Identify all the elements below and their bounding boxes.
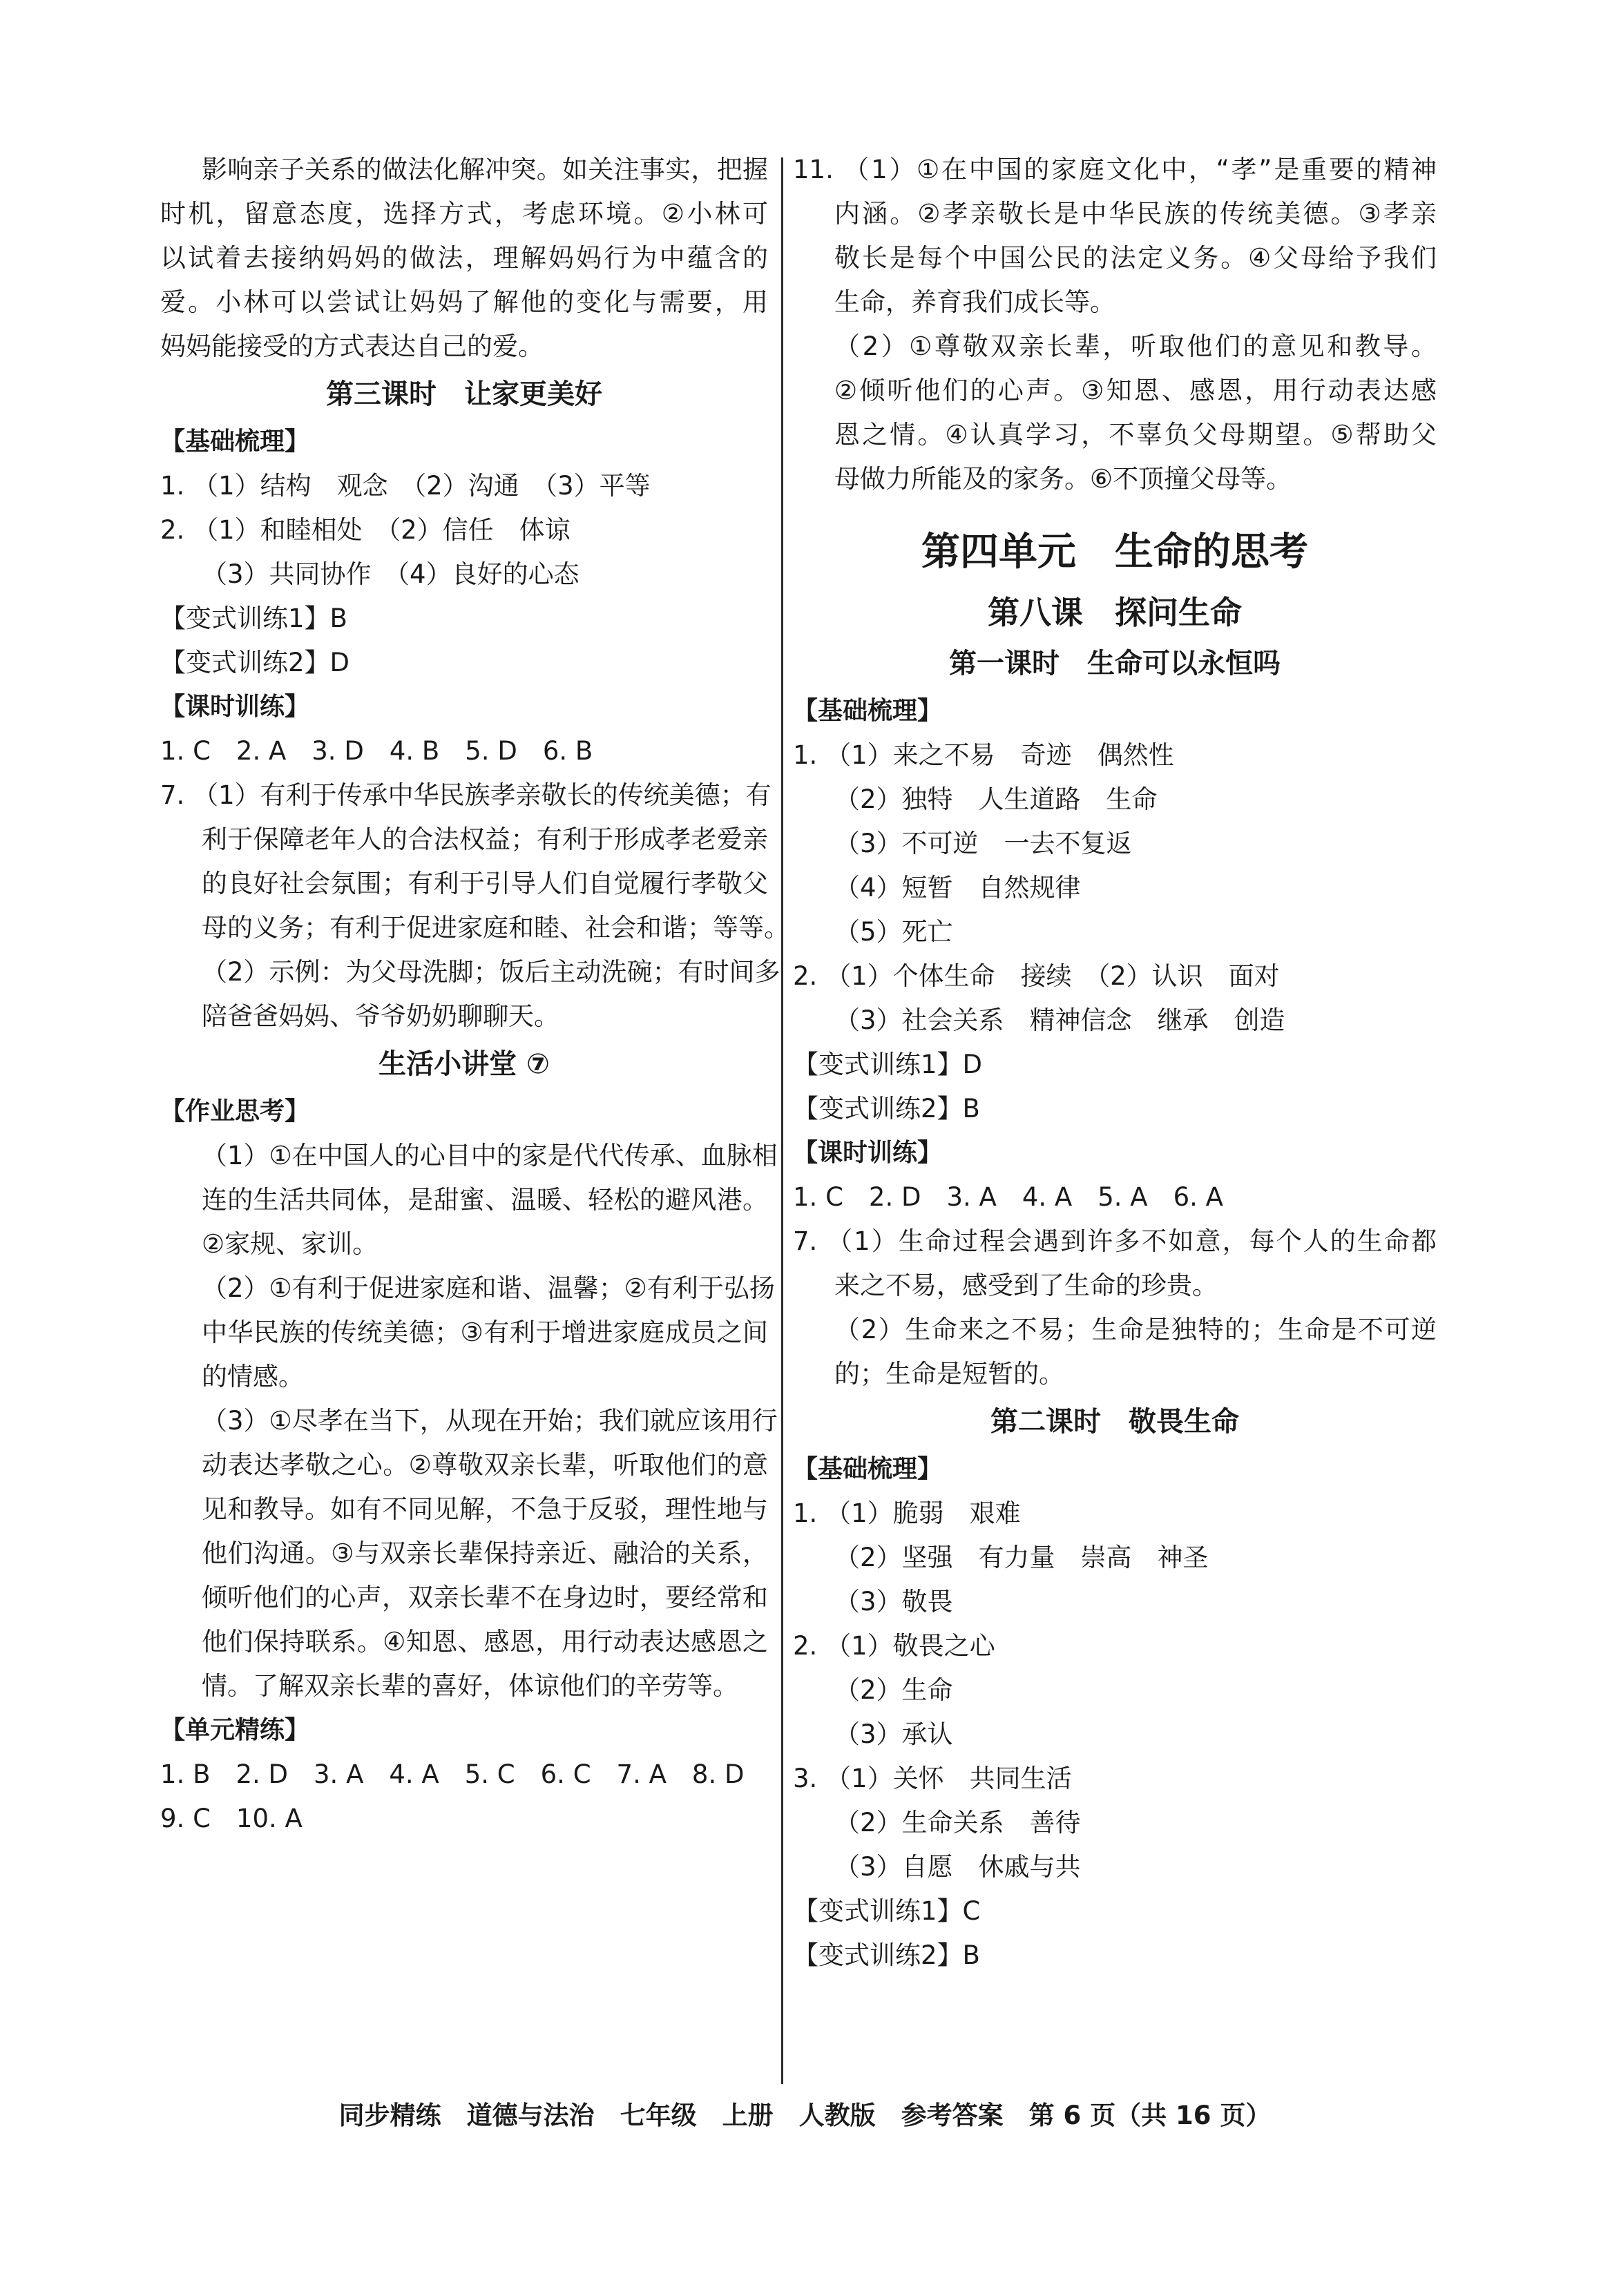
answer-line: 陪爸爸妈妈、爷爷奶奶聊聊天。 (202, 1001, 559, 1031)
left-column (160, 148, 789, 1841)
answer-line: 敬长是每个中国公民的法定义务。④父母给予我们 (834, 243, 1437, 273)
answer-line: 母的义务；有利于促进家庭和睦、社会和谐；等等。 (202, 913, 789, 943)
answer-line: 3. （1）关怀 共同生活 (793, 1764, 1072, 1793)
intro-line: 以试着去接纳妈妈的做法，理解妈妈行为中蕴含的 (160, 243, 768, 273)
section-label-keshi: 【课时训练】 (793, 1139, 943, 1167)
answer-line: （3）自愿 休戚与共 (834, 1852, 1081, 1882)
section-label-jichu: 【基础梳理】 (793, 697, 943, 725)
answer-line: 情。了解双亲长辈的喜好，体谅他们的辛劳等。 (202, 1671, 738, 1701)
answer-line: 1. （1）来之不易 奇迹 偶然性 (793, 740, 1174, 770)
k1-title: 第一课时 生命可以永恒吗 (949, 648, 1281, 679)
answer-line: 的良好社会氛围；有利于引导人们自觉履行孝敬父 (202, 869, 768, 898)
answer-line: ②倾听他们的心声。③知恩、感恩，用行动表达感 (834, 376, 1437, 405)
unit-title: 第四单元 生命的思考 (921, 530, 1308, 575)
answer-line: 1. C 2. D 3. A 4. A 5. A 6. A (793, 1182, 1223, 1212)
answer-line: 1. （1）结构 观念 （2）沟通 （3）平等 (160, 471, 651, 501)
section-label-jichu: 【基础梳理】 (160, 427, 310, 456)
intro-line: 时机，留意态度，选择方式，考虑环境。②小林可 (160, 199, 768, 229)
jiangtang-title: 生活小讲堂 ⑦ (378, 1048, 550, 1080)
answer-line: 1. B 2. D 3. A 4. A 5. C 6. C 7. A 8. D (160, 1759, 745, 1789)
section-label-jichu: 【基础梳理】 (793, 1455, 943, 1483)
bianshi-1: 【变式训练1】D (793, 1050, 983, 1079)
answer-line: 他们沟通。③与双亲长辈保持亲近、融洽的关系， (202, 1538, 768, 1568)
answer-line: 2. （1）和睦相处 （2）信任 体谅 (160, 515, 571, 545)
answer-line: 来之不易，感受到了生命的珍贵。 (834, 1271, 1218, 1300)
answer-line: 动表达孝敬之心。②尊敬双亲长辈，听取他们的意 (202, 1450, 768, 1480)
answer-line: （3）共同协作 （4）良好的心态 (202, 559, 579, 589)
answer-line: （1）①在中国人的心目中的家是代代传承、血脉相 (202, 1141, 778, 1170)
bianshi-2: 【变式训练2】B (793, 1940, 980, 1970)
answer-line: 9. C 10. A (160, 1804, 303, 1833)
answer-line: （3）敬畏 (834, 1587, 953, 1617)
answer-line: （2）独特 人生道路 生命 (834, 784, 1158, 814)
page-footer: 同步精练 道德与法治 七年级 上册 人教版 参考答案 第 6 页（共 16 页） (338, 2101, 1272, 2130)
answer-line: （2）示例：为父母洗脚；饭后主动洗碗；有时间多 (202, 957, 780, 987)
lesson8-title: 第八课 探问生命 (988, 594, 1242, 631)
answer-line: 7. （1）有利于传承中华民族孝亲敬长的传统美德；有 (160, 780, 772, 810)
section-label-danyuan: 【单元精练】 (160, 1716, 310, 1744)
section-label-zuoye: 【作业思考】 (160, 1097, 310, 1126)
answer-line: （2）①有利于促进家庭和谐、温馨；②有利于弘扬 (202, 1273, 775, 1303)
answer-line: 的情感。 (202, 1362, 304, 1391)
k2-title: 第二课时 敬畏生命 (990, 1406, 1239, 1438)
answer-line: 中华民族的传统美德；③有利于增进家庭成员之间 (202, 1318, 768, 1347)
intro-line: 爱。小林可以尝试让妈妈了解他的变化与需要，用 (160, 287, 768, 317)
column-divider (781, 157, 783, 2084)
answer-line: （2）坚强 有力量 崇高 神圣 (834, 1543, 1209, 1572)
answer-line: 恩之情。④认真学习，不辜负父母期望。⑤帮助父 (834, 420, 1437, 450)
answer-line: 11. （1）①在中国的家庭文化中，“孝”是重要的精神 (793, 155, 1437, 184)
answer-line: 7. （1）生命过程会遇到许多不如意，每个人的生命都 (793, 1226, 1437, 1256)
answer-line: 的；生命是短暂的。 (834, 1359, 1064, 1389)
bianshi-1: 【变式训练1】B (160, 604, 347, 633)
answer-line: （2）①尊敬双亲长辈，听取他们的意见和教导。 (834, 331, 1437, 361)
right-column (793, 148, 1437, 1978)
answer-line: 2. （1）敬畏之心 (793, 1631, 995, 1661)
answer-line: 他们保持联系。④知恩、感恩，用行动表达感恩之 (202, 1627, 768, 1657)
answer-line: 连的生活共同体，是甜蜜、温暖、轻松的避风港。 (202, 1185, 768, 1215)
answer-line: 倾听他们的心声，双亲长辈不在身边时，要经常和 (202, 1583, 768, 1612)
answer-line: （3）①尽孝在当下，从现在开始；我们就应该用行 (202, 1406, 778, 1436)
section-label-keshi: 【课时训练】 (160, 693, 310, 721)
intro-line: 妈妈能接受的方式表达自己的爱。 (160, 331, 544, 361)
answer-line: 2. （1）个体生命 接续 （2）认识 面对 (793, 961, 1280, 991)
answer-line: 利于保障老年人的合法权益；有利于形成孝老爱亲 (202, 824, 768, 854)
answer-line: （5）死亡 (834, 917, 953, 947)
answer-line: （3）不可逆 一去不复返 (834, 829, 1132, 858)
answer-line: 1. C 2. A 3. D 4. B 5. D 6. B (160, 736, 593, 766)
lesson3-title: 第三课时 让家更美好 (326, 378, 602, 410)
answer-line: 内涵。②孝亲敬长是中华民族的传统美德。③孝亲 (834, 199, 1437, 229)
bianshi-1: 【变式训练1】C (793, 1896, 981, 1926)
answer-line: （3）社会关系 精神信念 继承 创造 (834, 1005, 1285, 1035)
answer-line: ②家规、家训。 (202, 1229, 378, 1259)
bianshi-2: 【变式训练2】D (160, 648, 350, 677)
answer-line: （4）短暂 自然规律 (834, 873, 1081, 903)
answer-line: （2）生命 (834, 1675, 953, 1705)
answer-line: （2）生命关系 善待 (834, 1808, 1081, 1837)
answer-line: 1. （1）脆弱 艰难 (793, 1498, 1021, 1528)
answer-line: 母做力所能及的家务。⑥不顶撞父母等。 (834, 464, 1292, 494)
answer-line: 生命，养育我们成长等。 (834, 287, 1115, 317)
bianshi-2: 【变式训练2】B (793, 1094, 980, 1123)
intro-line: 影响亲子关系的做法化解冲突。如关注事实，把握 (202, 155, 768, 184)
answer-line: 见和教导。如有不同见解，不急于反驳，理性地与 (202, 1494, 768, 1524)
answer-line: （3）承认 (834, 1719, 953, 1749)
answer-line: （2）生命来之不易；生命是独特的；生命是不可逆 (834, 1315, 1437, 1344)
